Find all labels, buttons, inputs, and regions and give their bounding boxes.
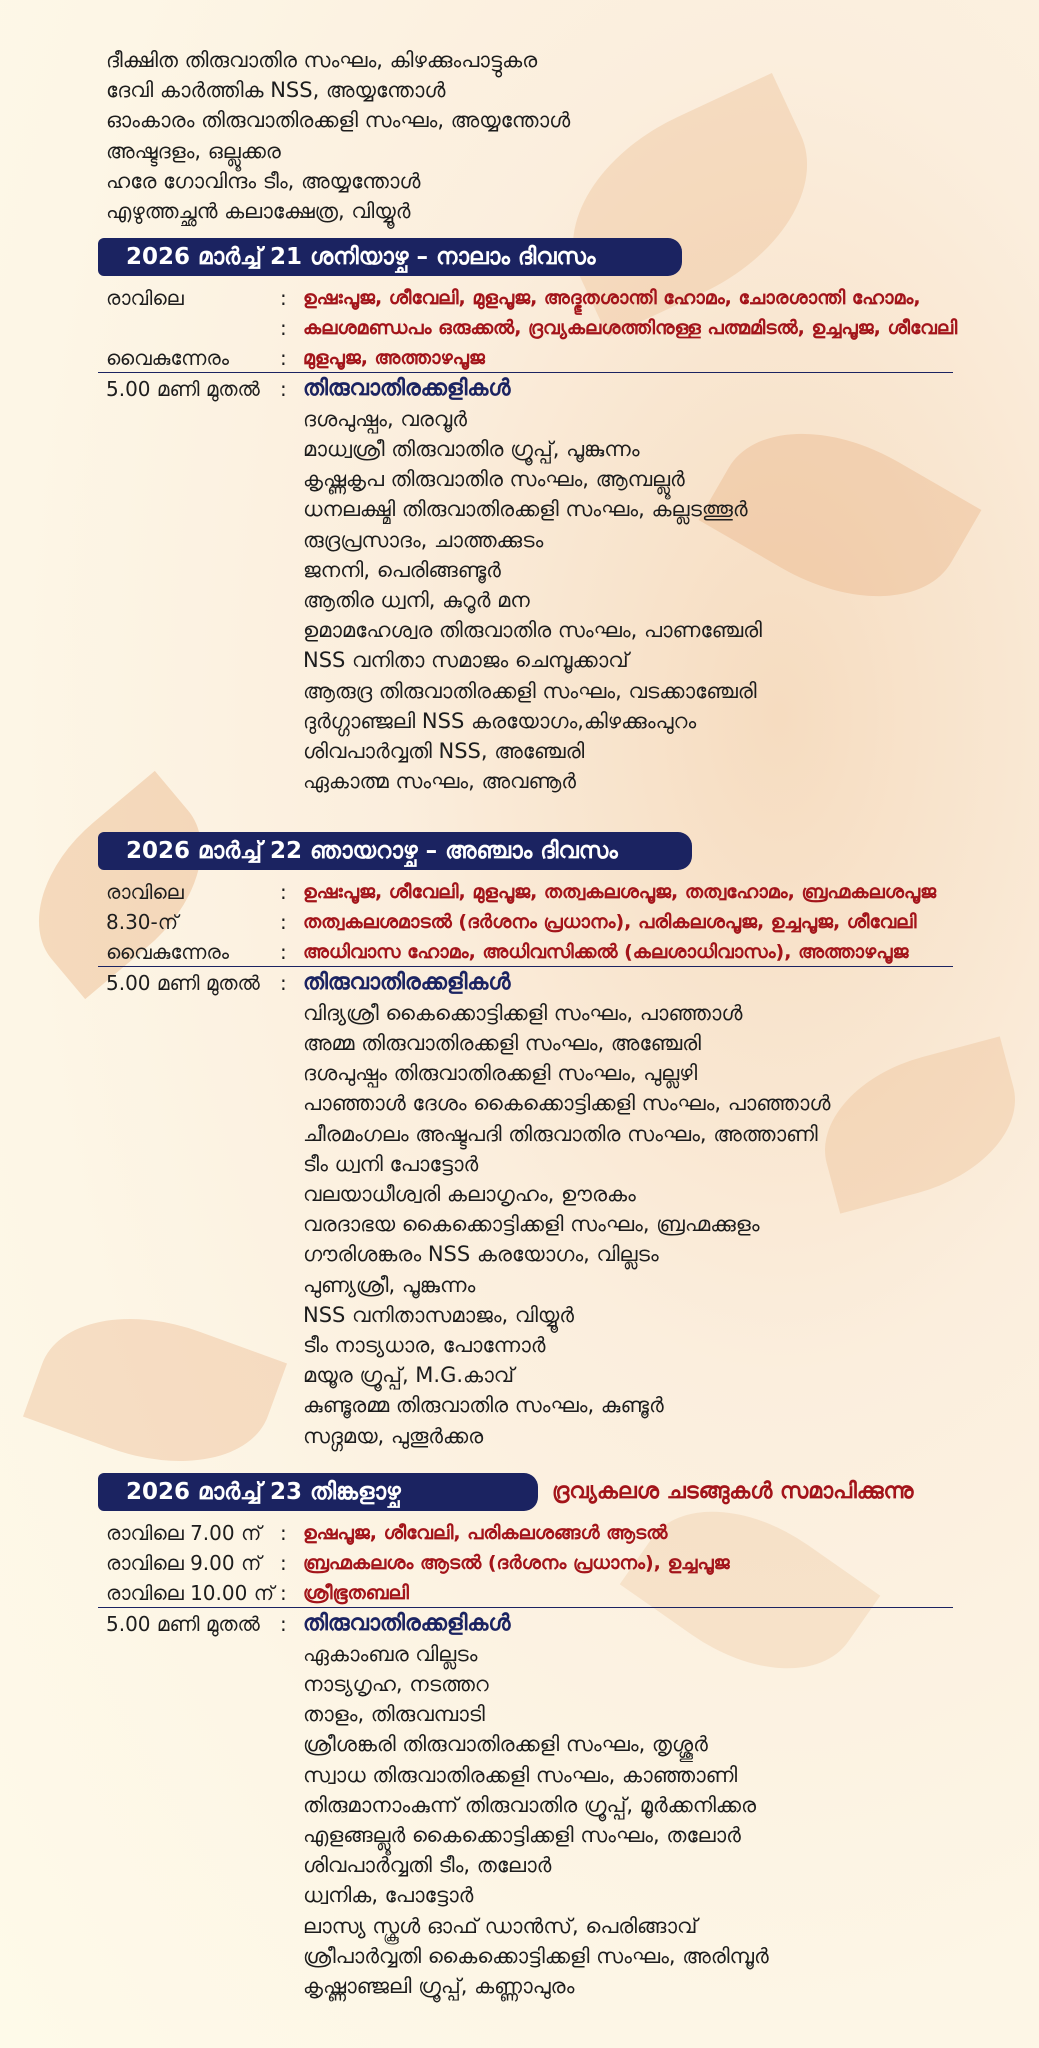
colon: : [280, 970, 287, 995]
list-item: അഷ്ടദളം, ഒല്ലൂക്കര [106, 138, 281, 163]
list-item: താളം, തിരുവമ്പാടി [303, 1702, 485, 1727]
list-item: ഓംകാരം തിരുവാതിരക്കളി സംഘം, അയ്യന്തോൾ [106, 108, 571, 133]
list-item: ദേവി കാർത്തിക NSS, അയ്യന്തോൾ [106, 78, 446, 103]
section-divider [98, 1607, 953, 1608]
list-item: വിദ്യശ്രീ കൈക്കൊട്ടിക്കളി സംഘം, പാഞ്ഞാൾ [303, 1000, 743, 1025]
ritual-label: രാവിലെ [106, 286, 184, 310]
colon: : [280, 940, 287, 965]
section-heading: തിരുവാതിരക്കളികൾ [303, 969, 511, 995]
list-item: ടീം നാട്യധാര, പോന്നോർ [303, 1333, 546, 1357]
leaf-decoration [23, 1285, 287, 1495]
list-item: എഴുത്തച്ഛൻ കലാക്ഷേത്ര, വിയ്യൂർ [106, 199, 411, 223]
ritual-value: ഉഷഃപൂജ, ശീവേലി, മുളപൂജ, അദ്ഭുതശാന്തി ഹോമം, ചോരശാന്തി ഹോമം, [303, 287, 921, 309]
list-item: ധനലക്ഷ്മി തിരുവാതിരക്കളി സംഘം, കല്ലടത്തൂർ [303, 497, 748, 522]
section-divider [98, 372, 953, 373]
ritual-value: അധിവാസ ഹോമം, അധിവസിക്കൽ (കലശാധിവാസം), അത്താഴപൂജ [303, 941, 909, 964]
list-item: ദശപുഷ്പം തിരുവാതിരക്കളി സംഘം, പുല്ലഴി [303, 1061, 698, 1086]
colon: : [280, 1551, 287, 1576]
colon: : [280, 910, 287, 935]
list-item: ശ്രീപാർവ്വതി കൈക്കൊട്ടിക്കളി സംഘം, അരിമ്പൂർ [303, 1943, 769, 1968]
list-item: സദ്ഗമയ, പുതൂർക്കര [303, 1423, 484, 1448]
list-item: ടീം ധ്വനി പോട്ടോർ [303, 1151, 479, 1176]
list-item: കൃഷ്ണാഞ്ജലി ഗ്രൂപ്പ്, കണ്ണാപുരം [303, 1974, 575, 1998]
list-item: ഏകാത്മ സംഘം, അവണൂർ [303, 769, 576, 794]
day-banner: 2026 മാർച്ച് 22 ഞായറാഴ്ച – അഞ്ചാം ദിവസം [98, 832, 692, 870]
section-heading: തിരുവാതിരക്കളികൾ [303, 375, 511, 401]
list-item: ഉമാമഹേശ്വര തിരുവാതിര സംഘം, പാണഞ്ചേരി [303, 618, 762, 643]
list-item: ഗൗരിശങ്കരം NSS കരയോഗം, വില്ലടം [303, 1242, 659, 1267]
list-item: ധ്വനിക, പോട്ടോർ [303, 1883, 474, 1908]
section-divider [98, 966, 953, 967]
ritual-label: വൈകുന്നേരം [106, 940, 230, 965]
time-label: 5.00 മണി മുതൽ [106, 376, 260, 401]
colon: : [280, 1521, 287, 1545]
closing-note: ദ്രവ്യകലശ ചടങ്ങുകൾ സമാപിക്കുന്നു [552, 1479, 914, 1504]
list-item: ചീരമംഗലം അഷ്ടപദി തിരുവാതിര സംഘം, അത്താണി [303, 1121, 818, 1146]
list-item: കൃഷ്ണകൃപ തിരുവാതിര സംഘം, ആമ്പല്ലൂർ [303, 467, 685, 492]
list-item: ആരുദ്ര തിരുവാതിരക്കളി സംഘം, വടക്കാഞ്ചേരി [303, 678, 757, 703]
list-item: തിരുമാനാംകുന്ന് തിരുവാതിര ഗ്രൂപ്പ്, മൂർക്കനിക്കര [303, 1792, 757, 1817]
list-item: നാട്യഗൃഹ, നടത്തറ [303, 1672, 489, 1696]
colon: : [280, 286, 287, 310]
time-label: 5.00 മണി മുതൽ [106, 970, 260, 995]
ritual-value: കലശമണ്ഡപം ഒരുക്കൽ, ദ്രവ്യകലശത്തിനുള്ള പത്മമിടൽ, ഉച്ചപൂജ, ശീവേലി [303, 317, 958, 340]
list-item: NSS വനിതാസമാജം, വിയ്യൂർ [303, 1302, 574, 1327]
colon: : [280, 346, 287, 371]
list-item: രുദ്രപ്രസാദം, ചാത്തക്കുടം [303, 527, 544, 552]
list-item: എളങ്ങല്ലൂർ കൈക്കൊട്ടിക്കളി സംഘം, തലോർ [303, 1823, 741, 1847]
list-item: ലാസ്യ സ്കൂൾ ഓഫ് ഡാൻസ്, പെരിങ്ങാവ് [303, 1913, 698, 1938]
list-item: ശിവപാർവ്വതി ടീം, തലോർ [303, 1853, 552, 1878]
ritual-value: ഉഷഃപൂജ, ശീവേലി, മുളപൂജ, തത്വകലശപൂജ, തത്വഹോമം, ബ്രഹ്മകലശപൂജ [303, 881, 937, 903]
list-item: NSS വനിതാ സമാജം ചെമ്പൂക്കാവ് [303, 648, 629, 673]
list-item: ദുർഗ്ഗാഞ്ജലി NSS കരയോഗം,കിഴക്കുംപുറം [303, 708, 697, 733]
colon: : [280, 880, 287, 904]
list-item: കുണ്ടൂരമ്മ തിരുവാതിര സംഘം, കുണ്ടൂർ [303, 1393, 664, 1418]
list-item: ഹരേ ഗോവിന്ദം ടീം, അയ്യന്തോൾ [106, 168, 421, 193]
colon: : [280, 316, 287, 341]
ritual-label: രാവിലെ 10.00 ന് [106, 1581, 275, 1606]
ritual-label: രാവിലെ 7.00 ന് [106, 1521, 262, 1545]
ritual-label: രാവിലെ [106, 880, 184, 904]
list-item: ശിവപാർവ്വതി NSS, അഞ്ചേരി [303, 739, 585, 763]
colon: : [280, 1581, 287, 1606]
ritual-label: വൈകുന്നേരം [106, 346, 230, 371]
ritual-value: ബ്രഹ്മകലശം ആടൽ (ദർശനം പ്രധാനം), ഉച്ചപൂജ [303, 1552, 730, 1575]
list-item: അമ്മ തിരുവാതിരക്കളി സംഘം, അഞ്ചേരി [303, 1031, 701, 1055]
list-item: വലയാധീശ്വരി കലാഗൃഹം, ഊരകം [303, 1182, 636, 1206]
ritual-value: മുളപൂജ, അത്താഴപൂജ [303, 347, 485, 370]
leaf-decoration [807, 1036, 1034, 1213]
section-heading: തിരുവാതിരക്കളികൾ [303, 1610, 511, 1636]
list-item: വരദാഭയ കൈക്കൊട്ടിക്കളി സംഘം, ബ്രഹ്മക്കുളം [303, 1212, 760, 1237]
list-item: ഏകാംബര വില്ലടം [303, 1641, 478, 1666]
day-banner: 2026 മാർച്ച് 21 ശനിയാഴ്ച – നാലാം ദിവസം [98, 238, 682, 276]
list-item: പാഞ്ഞാൾ ദേശം കൈക്കൊട്ടിക്കളി സംഘം, പാഞ്ഞാൾ [303, 1091, 831, 1116]
list-item: ശ്രീശങ്കരി തിരുവാതിരക്കളി സംഘം, തൃശ്ശൂർ [303, 1732, 708, 1757]
list-item: ദശപുഷ്പം, വരവൂർ [303, 406, 467, 431]
ritual-label: രാവിലെ 9.00 ന് [106, 1551, 262, 1576]
list-item: മയൂര ഗ്രൂപ്പ്, M.G.കാവ് [303, 1363, 515, 1388]
day-banner: 2026 മാർച്ച് 23 തിങ്കളാഴ്ച [98, 1473, 538, 1511]
colon: : [280, 1611, 287, 1636]
ritual-label: 8.30-ന് [106, 910, 179, 935]
ritual-value: ശ്രീഭൂതബലി [303, 1582, 409, 1605]
list-item: ജനനി, പെരിങ്ങണ്ടൂർ [303, 557, 501, 582]
ritual-value: ഉഷപൂജ, ശീവേലി, പരികലശങ്ങൾ ആടൽ [303, 1522, 668, 1544]
time-label: 5.00 മണി മുതൽ [106, 1611, 260, 1636]
list-item: ആതിര ധ്വനി, കുറൂർ മന [303, 588, 530, 612]
list-item: സ്വാധ തിരുവാതിരക്കളി സംഘം, കാഞ്ഞാണി [303, 1762, 738, 1787]
colon: : [280, 376, 287, 401]
ritual-value: തത്വകലശമാടൽ (ദർശനം പ്രധാനം), പരികലശപൂജ, ഉച്ചപൂജ, ശീവേലി [303, 911, 917, 934]
list-item: പുണ്യശ്രീ, പൂങ്കുന്നം [303, 1272, 476, 1297]
list-item: ദീക്ഷിത തിരുവാതിര സംഘം, കിഴക്കുംപാട്ടുകര [106, 48, 538, 72]
list-item: മാധ്വശ്രീ തിരുവാതിര ഗ്രൂപ്പ്, പൂങ്കുന്നം [303, 437, 640, 461]
